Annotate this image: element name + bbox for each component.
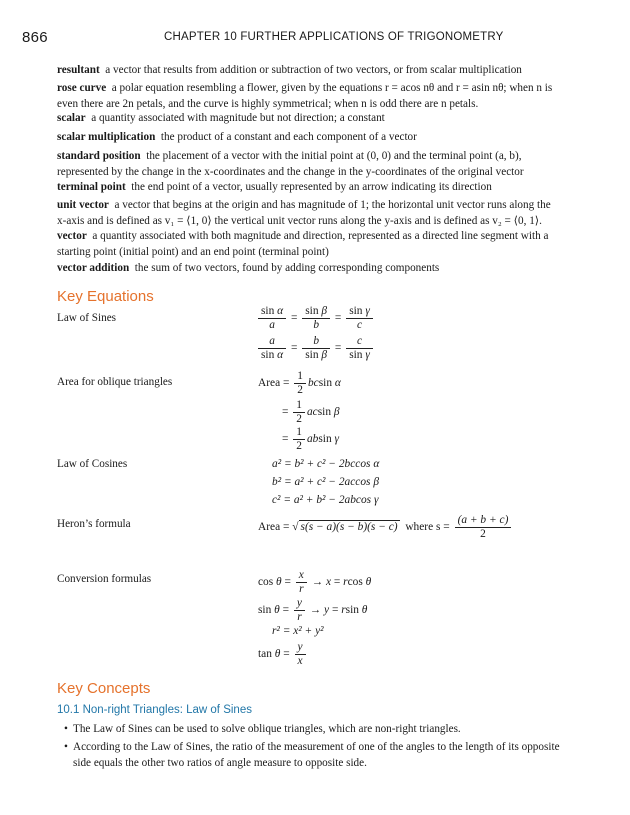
glossary-term: vector [57, 230, 87, 242]
equation-label-law-of-cosines: Law of Cosines [57, 458, 128, 470]
glossary-term: unit vector [57, 199, 109, 211]
equation-label-area: Area for oblique triangles [57, 376, 173, 388]
key-concepts-heading: Key Concepts [57, 680, 151, 697]
conversion-equation-2: sin θ = $\frac{y}{r}$ → y = rsin θ [258, 597, 368, 623]
glossary-entry [57, 229, 562, 260]
law-of-sines-equation-2: $\frac{a}{\text{sin α}}$ = $\frac{b}{\text{sin β}}$ = $\frac{c}{\text{sin γ}}$ [256, 335, 375, 362]
page-number: 866 [22, 29, 48, 46]
glossary-term: scalar [57, 112, 86, 124]
conversion-equation-3: r² = x² + y² [272, 625, 324, 637]
glossary-definition: a vector that begins at the origin and has magnitude of 1; the horizontal unit vector runs along the x-axis and is defined as v₁ = ⟨1, 0⟩ the vertical unit vector runs along the y-axis and is defined as v₂ = ⟨0, 1⟩. [57, 199, 551, 227]
glossary-entry [57, 111, 562, 127]
glossary-definition: the sum of two vectors, found by adding corresponding components [134, 262, 440, 274]
law-of-cosines-equation-3: c² = a² + b² − 2abcos γ [272, 494, 379, 506]
glossary-entry [57, 261, 562, 277]
conversion-equation-1: cos θ = $\frac{x}{r}$ → x = rcos θ [258, 569, 372, 595]
glossary-term: terminal point [57, 181, 126, 193]
glossary-entry [57, 63, 562, 79]
bullet-icon: • [64, 741, 68, 753]
glossary-definition: a quantity associated with both magnitude and direction, represented as a directed line segment with a starting point (initial point) and an end point (terminal point) [57, 230, 549, 258]
glossary-term: vector addition [57, 262, 130, 274]
bullet-icon: • [64, 723, 68, 735]
glossary-term: scalar multiplication [57, 131, 156, 143]
glossary-definition: the placement of a vector with the initial point at (0, 0) and the terminal point (a, b), represented by the change in the x-coordinates and the change in the y-coordinates of the original vector [57, 150, 524, 178]
heron-equation: Area = √ s(s − a)(s − b)(s − c) where s = $\frac{(a + b + c)}{2}$ [258, 514, 513, 541]
equation-label-heron: Heron’s formula [57, 518, 131, 530]
glossary-definition: a vector that results from addition or subtraction of two vectors, or from scalar multiplication [105, 64, 522, 76]
bullet-item: • The Law of Sines can be used to solve oblique triangles, which are non-right triangles. [73, 722, 563, 738]
glossary-entry [57, 149, 562, 180]
law-of-sines-equation-1: $\frac{\text{sin α}}{a}$ = $\frac{\text{sin β}}{b}$ = $\frac{\text{sin γ}}{c}$ [256, 305, 375, 332]
glossary-definition: the product of a constant and each component of a vector [160, 131, 417, 143]
glossary-definition: the end point of a vector, usually represented by an arrow indicating its direction [131, 181, 492, 193]
law-of-cosines-equation-2: b² = a² + c² − 2accos β [272, 476, 379, 488]
glossary-term: standard position [57, 150, 141, 162]
page-header [0, 29, 630, 47]
glossary-definition: a quantity associated with magnitude but not direction; a constant [91, 112, 385, 124]
area-equation-1: Area = $\frac{1}{2}$ bcsin α [258, 370, 341, 396]
law-of-cosines-equation-1: a² = b² + c² − 2bccos α [272, 458, 380, 470]
area-word: Area [258, 377, 281, 390]
area-equation-3: = $\frac{1}{2}$ absin γ [282, 426, 340, 452]
equation-label-law-of-sines: Law of Sines [57, 312, 117, 324]
glossary-entry [57, 180, 562, 196]
glossary-definition: a polar equation resembling a flower, given by the equations r = acos nθ and r = asin nθ; when n is even there are 2n petals, and the curve is highly symmetrical; when n is odd there are n petals. [57, 82, 553, 110]
bullet-item: • According to the Law of Sines, the ratio of the measurement of one of the angles to the length of its opposite side equals the other two ratios of angle measure to opposite side. [64, 741, 560, 769]
key-equations-heading: Key Equations [57, 288, 154, 305]
glossary-entry [57, 130, 562, 146]
glossary-entry [57, 81, 562, 112]
area-equation-2: = $\frac{1}{2}$ acsin β [282, 399, 340, 425]
area-word: Area [258, 521, 281, 534]
conversion-equation-4: tan θ = $\frac{y}{x}$ [258, 641, 308, 668]
chapter-title: CHAPTER 10 FURTHER APPLICATIONS OF TRIGONOMETRY [164, 31, 504, 43]
subsection-heading: 10.1 Non-right Triangles: Law of Sines [57, 704, 252, 716]
glossary-term: resultant [57, 64, 100, 76]
equation-label-conversion: Conversion formulas [57, 573, 152, 585]
glossary-entry [57, 198, 562, 229]
where-label: where s = [405, 521, 450, 534]
glossary-term: rose curve [57, 82, 107, 94]
